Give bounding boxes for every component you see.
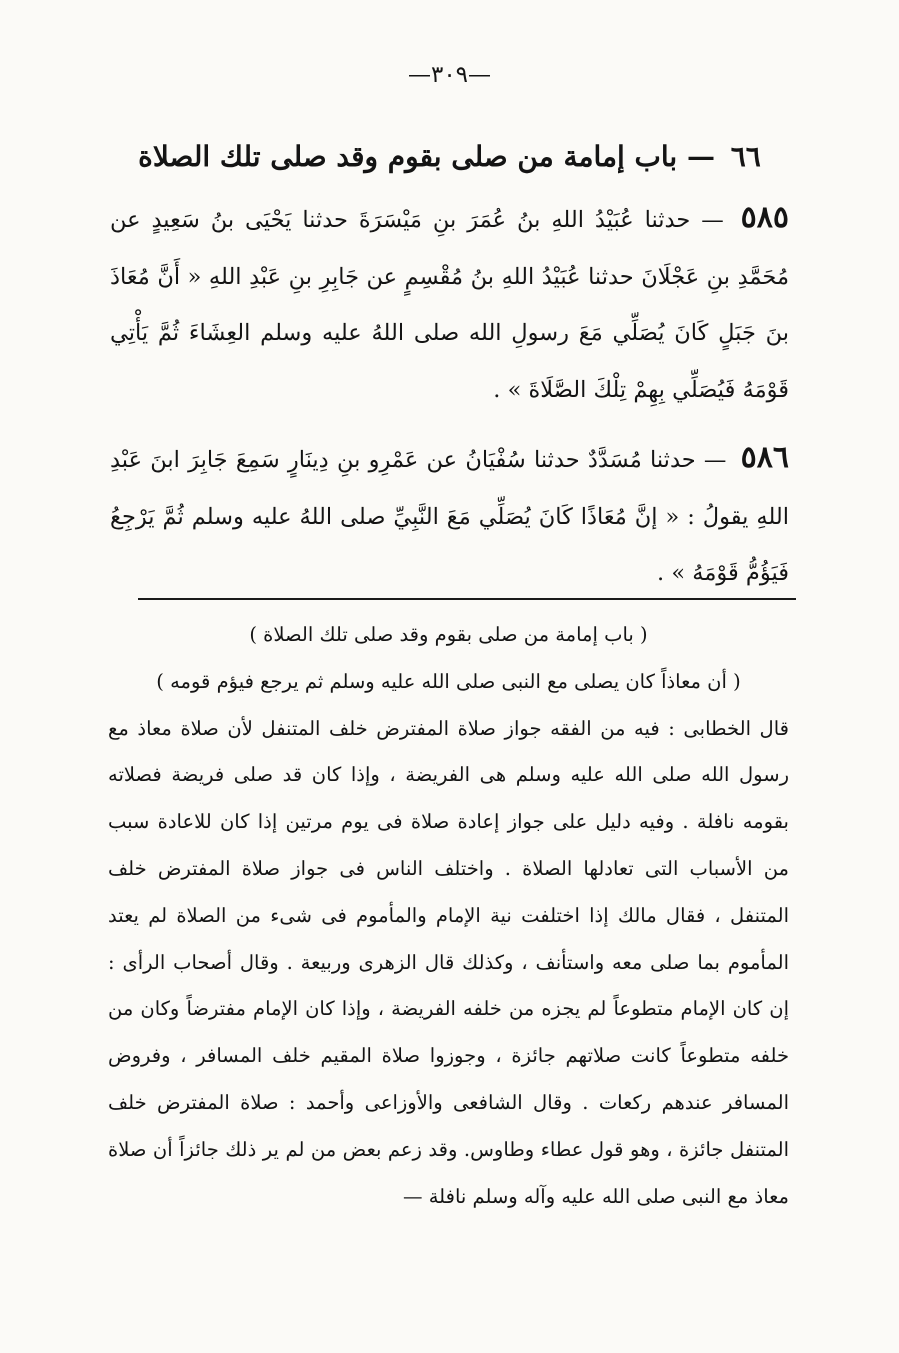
chapter-heading [110,135,789,179]
hadith-text: — حدثنا عُبَيْدُ اللهِ بنُ عُمَرَ بنِ مَيْسَرَةَ حدثنا يَحْيَى بنُ سَعِيدٍ عن مُحَمَّدِ بنِ عَجْلَانَ حدثنا عُبَيْدُ اللهِ بنُ مُقْسِمٍ عن جَابِرِ بنِ عَبْدِ اللهِ « أَنَّ مُعَاذَ بنَ جَبَلٍ كَانَ يُصَلِّي مَعَ رسولِ الله صلى اللهُ عليه وسلم العِشَاءَ ثُمَّ يَأْتِي قَوْمَهُ فَيُصَلِّي بِهِمْ تِلْكَ الصَّلَاةَ » . [110,207,789,403]
hadith-section [110,190,789,614]
hadith-text: — حدثنا مُسَدَّدٌ حدثنا سُفْيَانُ عن عَمْرِو بنِ دِينَارٍ سَمِعَ جَابِرَ ابنَ عَبْدِ اللهِ يقولُ : « إنَّ مُعَاذًا كَانَ يُصَلِّي مَعَ النَّبِيِّ صلى اللهُ عليه وسلم ثُمَّ يَرْجِعُ فَيَؤُمُّ قَوْمَهُ » . [110,447,789,586]
page-number: —٣٠٩— [407,62,492,88]
chapter-title: — باب إمامة من صلى بقوم وقد صلى تلك الصلاة [138,140,715,173]
hadith-586 [110,430,789,602]
hadith-number: ٥٨٦ [740,440,790,475]
hadith-585 [110,190,789,418]
commentary-section [108,612,789,1220]
footnote-divider [138,598,796,600]
hadith-number: ٥٨٥ [740,200,789,235]
chapter-number: ٦٦ [730,140,761,173]
commentary-title: ( باب إمامة من صلى بقوم وقد صلى تلك الصلاة ) [249,623,648,646]
commentary-body: قال الخطابى : فيه من الفقه جواز صلاة المفترض خلف المتنفل لأن صلاة معاذ مع رسول الله صلى الله عليه وسلم هى الفريضة ، وإذا كان قد صلى فريضة فصلاته بقومه نافلة . وفيه دليل على جواز إعادة صلاة فى يوم مرتين إذا كان للاعادة سبب من الأسباب التى تعادلها الصلاة . واختلف الناس فى جواز صلاة المفترض خلف المتنفل ، فقال مالك إذا اختلفت نية الإمام والمأموم فى شىء من الصلاة لم يعتد المأموم بما صلى معه واستأنف ، وكذلك قال الزهرى وربيعة . وقال أصحاب الرأى : إن كان الإمام متطوعاً لم يجزه من خلفه الفريضة ، وإذا كان الإمام مفترضاً وكان من خلفه متطوعاً كانت صلاتهم جائزة ، وجوزوا صلاة المقيم خلف المسافر ، وفروض المسافر عندهم ركعات . وقال الشافعى والأوزاعى وأحمد : صلاة المفترض خلف المتنفل جائزة ، وهو قول عطاء وطاوس. وقد زعم بعض من لم ير ذلك جائزاً أن صلاة معاذ مع النبى صلى الله عليه وآله وسلم نافلة — [108,716,789,1208]
commentary-quote: ( أن معاذاً كان يصلى مع النبى صلى الله عليه وسلم ثم يرجع فيؤم قومه ) [156,669,741,693]
